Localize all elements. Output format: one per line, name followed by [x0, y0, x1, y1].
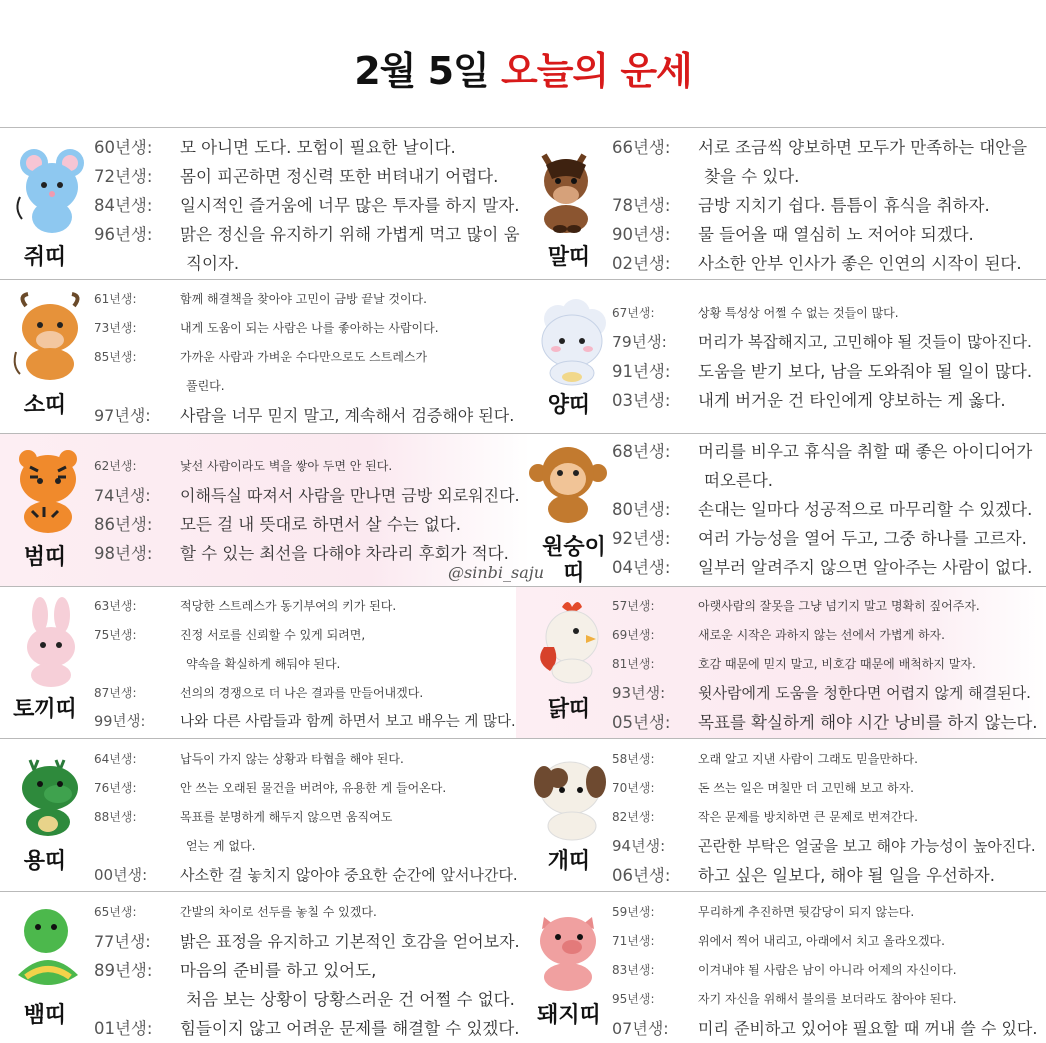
row-divider — [0, 891, 1046, 892]
horse-icon — [526, 145, 606, 239]
zodiac-label-dragon: 용띠 — [23, 849, 67, 874]
birth-year-label: 69년생: — [612, 628, 655, 642]
birth-year-label: 06년생: — [612, 866, 671, 885]
fortune-list-dragon — [94, 745, 518, 890]
rabbit-icon — [16, 597, 86, 691]
birth-year-label: 80년생: — [612, 500, 671, 519]
fortune-text: 목표를 확실하게 해야 시간 낭비를 하지 않는다. — [698, 713, 1038, 732]
birth-year-label: 89년생: — [94, 961, 153, 980]
fortune-line — [94, 774, 518, 803]
zodiac-label-mouse: 쥐띠 — [23, 245, 67, 270]
fortune-text: 모든 걸 내 뜻대로 하면서 살 수는 없다. — [180, 515, 462, 534]
fortune-text: 이해득실 따져서 사람을 만나면 금방 외로워진다. — [180, 486, 520, 505]
fortune-line — [612, 745, 1036, 774]
birth-year-label: 58년생: — [612, 752, 655, 766]
birth-year-label: 95년생: — [612, 992, 655, 1006]
birth-year-label: 81년생: — [612, 657, 655, 671]
birth-year-label: 59년생: — [612, 905, 655, 919]
fortune-list-sheep — [612, 299, 1032, 415]
fortune-line — [612, 1014, 1037, 1043]
fortune-text: 적당한 스트레스가 동기부여의 키가 된다. — [180, 599, 397, 613]
fortune-text: 사람을 너무 믿지 말고, 계속해서 검증해야 된다. — [180, 406, 515, 425]
fortune-list-tiger — [94, 452, 520, 568]
birth-year-label: 77년생: — [94, 932, 151, 951]
fortune-line — [94, 481, 520, 510]
birth-year-label: 73년생: — [94, 321, 137, 335]
fortune-line — [612, 191, 1027, 220]
fortune-text: 무리하게 추진하면 뒷감당이 되지 않는다. — [698, 905, 915, 919]
fortune-list-horse — [612, 133, 1027, 278]
birth-year-label: 96년생: — [94, 225, 153, 244]
birth-year-label: 00년생: — [94, 866, 148, 884]
fortune-text: 머리가 복잡해지고, 고민해야 될 것들이 많아진다. — [698, 333, 1032, 351]
fortune-text: 아랫사람의 잘못을 그냥 넘기지 말고 명확히 짚어주자. — [698, 599, 980, 613]
birth-year-label: 63년생: — [94, 599, 137, 613]
fortune-line — [612, 832, 1036, 861]
snake-icon — [8, 905, 88, 999]
fortune-text: 이겨내야 될 사람은 남이 아니라 어제의 자신이다. — [698, 963, 957, 977]
fortune-line — [612, 621, 1038, 650]
birth-year-label: 61년생: — [94, 292, 137, 306]
fortune-text: 미리 준비하고 있어야 필요할 때 꺼내 쓸 수 있다. — [698, 1019, 1038, 1038]
fortune-text: 마음의 준비를 하고 있어도, — [180, 961, 377, 980]
fortune-text: 작은 문제를 방치하면 큰 문제로 번져간다. — [698, 810, 918, 824]
fortune-text: 머리를 비우고 휴식을 취할 때 좋은 아이디어가 — [698, 442, 1033, 461]
birth-year-label: 97년생: — [94, 406, 151, 425]
fortune-text: 모 아니면 도다. 모험이 필요한 날이다. — [180, 138, 456, 157]
fortune-text: 안 쓰는 오래된 물건을 버려야, 유용한 게 들어온다. — [180, 781, 447, 795]
fortune-text: 진정 서로를 신뢰할 수 있게 되려면, — [180, 628, 366, 642]
birth-year-label: 90년생: — [612, 225, 671, 244]
row-divider — [0, 279, 1046, 280]
fortune-text: 곤란한 부탁은 얼굴을 보고 해야 가능성이 높아진다. — [698, 837, 1036, 855]
fortune-text: 물 들어올 때 열심히 노 저어야 되겠다. — [698, 225, 974, 244]
zodiac-label-monkey: 원숭이띠 — [542, 535, 606, 586]
row-divider — [0, 433, 1046, 434]
fortune-line — [612, 249, 1027, 278]
birth-year-label: 87년생: — [94, 686, 137, 700]
fortune-line — [94, 1014, 520, 1043]
fortune-text: 밝은 표정을 유지하고 기본적인 호감을 얻어보자. — [180, 932, 520, 951]
birth-year-label: 83년생: — [612, 963, 655, 977]
fortune-list-ox — [94, 285, 514, 430]
fortune-line — [612, 328, 1032, 357]
fortune-line — [94, 314, 514, 343]
birth-year-label: 91년생: — [612, 362, 671, 381]
zodiac-label-sheep: 양띠 — [547, 393, 591, 418]
fortune-text: 도움을 받기 보다, 남을 도와줘야 될 일이 많다. — [698, 362, 1033, 381]
fortune-line — [94, 708, 516, 737]
rooster-icon — [530, 597, 610, 691]
pig-icon — [528, 905, 608, 999]
fortune-text: 금방 지치기 쉽다. 틈틈이 휴식을 취하자. — [698, 196, 990, 215]
birth-year-label: 99년생: — [94, 714, 146, 730]
title-highlight: 오늘의 운세 — [500, 49, 692, 93]
zodiac-label-tiger: 범띠 — [23, 545, 67, 570]
fortune-list-monkey — [612, 437, 1032, 582]
fortune-text: 내게 도움이 되는 사람은 나를 좋아하는 사람이다. — [180, 321, 439, 335]
fortune-line — [612, 650, 1038, 679]
birth-year-label: 65년생: — [94, 905, 137, 919]
fortune-line — [612, 495, 1032, 524]
sheep-icon — [532, 297, 612, 391]
birth-year-label: 05년생: — [612, 713, 671, 732]
fortune-text: 가까운 사람과 가벼운 수다만으로도 스트레스가 — [180, 350, 428, 364]
fortune-line — [94, 401, 514, 430]
birth-year-label: 94년생: — [612, 837, 666, 855]
fortune-text: 여러 가능성을 열어 두고, 그중 하나를 고르자. — [698, 529, 1027, 548]
fortune-text-continued: 풀린다. — [186, 379, 225, 393]
fortune-text: 상황 특성상 어쩔 수 없는 것들이 많다. — [698, 306, 899, 320]
birth-year-label: 03년생: — [612, 391, 671, 410]
fortune-text: 사소한 걸 놓치지 않아야 중요한 순간에 앞서나간다. — [180, 866, 518, 884]
fortune-list-mouse — [94, 133, 520, 278]
birth-year-label: 57년생: — [612, 599, 655, 613]
birth-year-label: 84년생: — [94, 196, 153, 215]
fortune-text: 호감 때문에 믿지 말고, 비호감 때문에 배척하지 말자. — [698, 657, 976, 671]
zodiac-label-rabbit: 토끼띠 — [13, 697, 77, 722]
fortune-line — [612, 133, 1027, 162]
birth-year-label: 85년생: — [94, 350, 137, 364]
birth-year-label: 78년생: — [612, 196, 671, 215]
fortune-line — [612, 803, 1036, 832]
birth-year-label: 70년생: — [612, 781, 655, 795]
title-date: 2월 5일 — [354, 49, 489, 93]
birth-year-label: 67년생: — [612, 306, 655, 320]
ox-icon — [10, 292, 90, 386]
fortune-text: 위에서 찍어 내리고, 아래에서 치고 올라오겠다. — [698, 934, 945, 948]
fortune-line — [94, 898, 520, 927]
fortune-line — [612, 898, 1037, 927]
fortune-text: 하고 싶은 일보다, 해야 될 일을 우선하자. — [698, 866, 995, 885]
watermark: @sinbi_saju — [448, 563, 545, 582]
fortune-line — [612, 386, 1032, 415]
fortune-text-continued: 찾을 수 있다. — [704, 167, 800, 186]
fortune-text: 나와 다른 사람들과 함께 하면서 보고 배우는 게 많다. — [180, 714, 516, 730]
birth-year-label: 02년생: — [612, 254, 671, 273]
fortune-line — [94, 927, 520, 956]
dragon-icon — [10, 750, 90, 844]
fortune-text-continued: 약속을 확실하게 해둬야 된다. — [186, 657, 341, 671]
zodiac-label-snake: 뱀띠 — [23, 1003, 67, 1028]
fortune-list-rabbit — [94, 592, 516, 737]
birth-year-label: 66년생: — [612, 138, 671, 157]
fortune-line — [94, 285, 514, 314]
fortune-list-snake — [94, 898, 520, 1043]
page-title — [0, 40, 1046, 95]
fortune-line — [94, 861, 518, 890]
birth-year-label: 72년생: — [94, 167, 153, 186]
mouse-icon — [12, 145, 92, 239]
birth-year-label: 82년생: — [612, 810, 655, 824]
fortune-text: 힘들이지 않고 어려운 문제를 해결할 수 있겠다. — [180, 1019, 520, 1038]
tiger-icon — [10, 445, 90, 539]
fortune-text: 목표를 분명하게 해두지 않으면 움직여도 — [180, 810, 393, 824]
fortune-line — [612, 774, 1036, 803]
birth-year-label: 62년생: — [94, 459, 137, 473]
header — [0, 0, 1046, 128]
birth-year-label: 60년생: — [94, 138, 153, 157]
fortune-text: 오래 알고 지낸 사람이 그래도 믿을만하다. — [698, 752, 918, 766]
fortune-line — [612, 299, 1032, 328]
fortune-text: 사소한 안부 인사가 좋은 인연의 시작이 된다. — [698, 254, 1022, 273]
fortune-text: 맑은 정신을 유지하기 위해 가볍게 먹고 많이 움 — [180, 225, 520, 244]
fortune-line — [94, 452, 520, 481]
zodiac-label-ox: 소띠 — [23, 393, 67, 418]
birth-year-label: 92년생: — [612, 529, 671, 548]
fortune-line — [612, 927, 1037, 956]
fortune-text: 일부러 알려주지 않으면 알아주는 사람이 없다. — [698, 558, 1033, 577]
fortune-text: 새로운 시작은 과하지 않는 선에서 가볍게 하자. — [698, 628, 945, 642]
fortune-text: 함께 해결책을 찾아야 고민이 금방 끝날 것이다. — [180, 292, 427, 306]
fortune-list-pig — [612, 898, 1037, 1043]
birth-year-label: 68년생: — [612, 442, 671, 461]
fortune-text-continued: 떠오른다. — [704, 471, 774, 490]
row-divider — [0, 586, 1046, 587]
fortune-text-continued: 직이자. — [186, 254, 240, 273]
fortune-text: 간발의 차이로 선두를 놓칠 수 있겠다. — [180, 905, 377, 919]
fortune-line — [94, 191, 520, 220]
fortune-text: 납득이 가지 않는 상황과 타협을 해야 된다. — [180, 752, 404, 766]
zodiac-label-dog: 개띠 — [547, 849, 591, 874]
dog-icon — [528, 752, 612, 846]
fortune-line — [94, 162, 520, 191]
row-divider — [0, 738, 1046, 739]
fortune-line — [94, 510, 520, 539]
fortune-text: 일시적인 즐거움에 너무 많은 투자를 하지 말자. — [180, 196, 520, 215]
birth-year-label: 76년생: — [94, 781, 137, 795]
fortune-text: 서로 조금씩 양보하면 모두가 만족하는 대안을 — [698, 138, 1028, 157]
birth-year-label: 98년생: — [94, 544, 153, 563]
fortune-line — [612, 985, 1037, 1014]
fortune-line — [612, 524, 1032, 553]
fortune-line — [94, 621, 516, 650]
fortune-line — [94, 679, 516, 708]
fortune-text: 손대는 일마다 성공적으로 마무리할 수 있겠다. — [698, 500, 1033, 519]
fortune-line — [612, 220, 1027, 249]
fortune-text: 낯선 사람이라도 벽을 쌓아 두면 안 된다. — [180, 459, 393, 473]
fortune-line — [612, 679, 1038, 708]
zodiac-label-rooster: 닭띠 — [547, 697, 591, 722]
fortune-line — [612, 592, 1038, 621]
birth-year-label: 79년생: — [612, 333, 667, 351]
fortune-line — [94, 956, 520, 985]
fortune-text: 할 수 있는 최선을 다해야 차라리 후회가 적다. — [180, 544, 509, 563]
fortune-text: 몸이 피곤하면 정신력 또한 버텨내기 어렵다. — [180, 167, 499, 186]
fortune-line — [612, 956, 1037, 985]
zodiac-label-pig: 돼지띠 — [537, 1003, 601, 1028]
birth-year-label: 88년생: — [94, 810, 137, 824]
fortune-text: 자기 자신을 위해서 불의를 보더라도 참아야 된다. — [698, 992, 957, 1006]
fortune-text: 선의의 경쟁으로 더 나은 결과를 만들어내겠다. — [180, 686, 424, 700]
birth-year-label: 07년생: — [612, 1019, 669, 1038]
birth-year-label: 04년생: — [612, 558, 671, 577]
fortune-line — [94, 745, 518, 774]
fortune-text-continued: 얻는 게 없다. — [186, 839, 256, 853]
zodiac-label-horse: 말띠 — [547, 245, 591, 270]
birth-year-label: 71년생: — [612, 934, 655, 948]
fortune-line — [612, 357, 1032, 386]
fortune-line — [94, 592, 516, 621]
birth-year-label: 86년생: — [94, 515, 153, 534]
fortune-text: 돈 쓰는 일은 며칠만 더 고민해 보고 하자. — [698, 781, 914, 795]
birth-year-label: 74년생: — [94, 486, 151, 505]
fortune-line — [94, 343, 514, 372]
fortune-list-rooster — [612, 592, 1038, 737]
birth-year-label: 75년생: — [94, 628, 137, 642]
fortune-line — [612, 861, 1036, 890]
fortune-line — [612, 437, 1032, 466]
fortune-grid — [0, 127, 1046, 1041]
fortune-line — [94, 220, 520, 249]
monkey-icon — [528, 443, 608, 527]
fortune-text-continued: 처음 보는 상황이 당황스러운 건 어쩔 수 없다. — [186, 990, 515, 1009]
fortune-line — [612, 553, 1032, 582]
fortune-text: 내게 버거운 건 타인에게 양보하는 게 옳다. — [698, 391, 1006, 410]
fortune-text: 윗사람에게 도움을 청한다면 어렵지 않게 해결된다. — [698, 684, 1031, 702]
birth-year-label: 64년생: — [94, 752, 137, 766]
birth-year-label: 01년생: — [94, 1019, 153, 1038]
fortune-list-dog — [612, 745, 1036, 890]
fortune-line — [612, 708, 1038, 737]
fortune-line — [94, 803, 518, 832]
birth-year-label: 93년생: — [612, 684, 666, 702]
fortune-line — [94, 133, 520, 162]
